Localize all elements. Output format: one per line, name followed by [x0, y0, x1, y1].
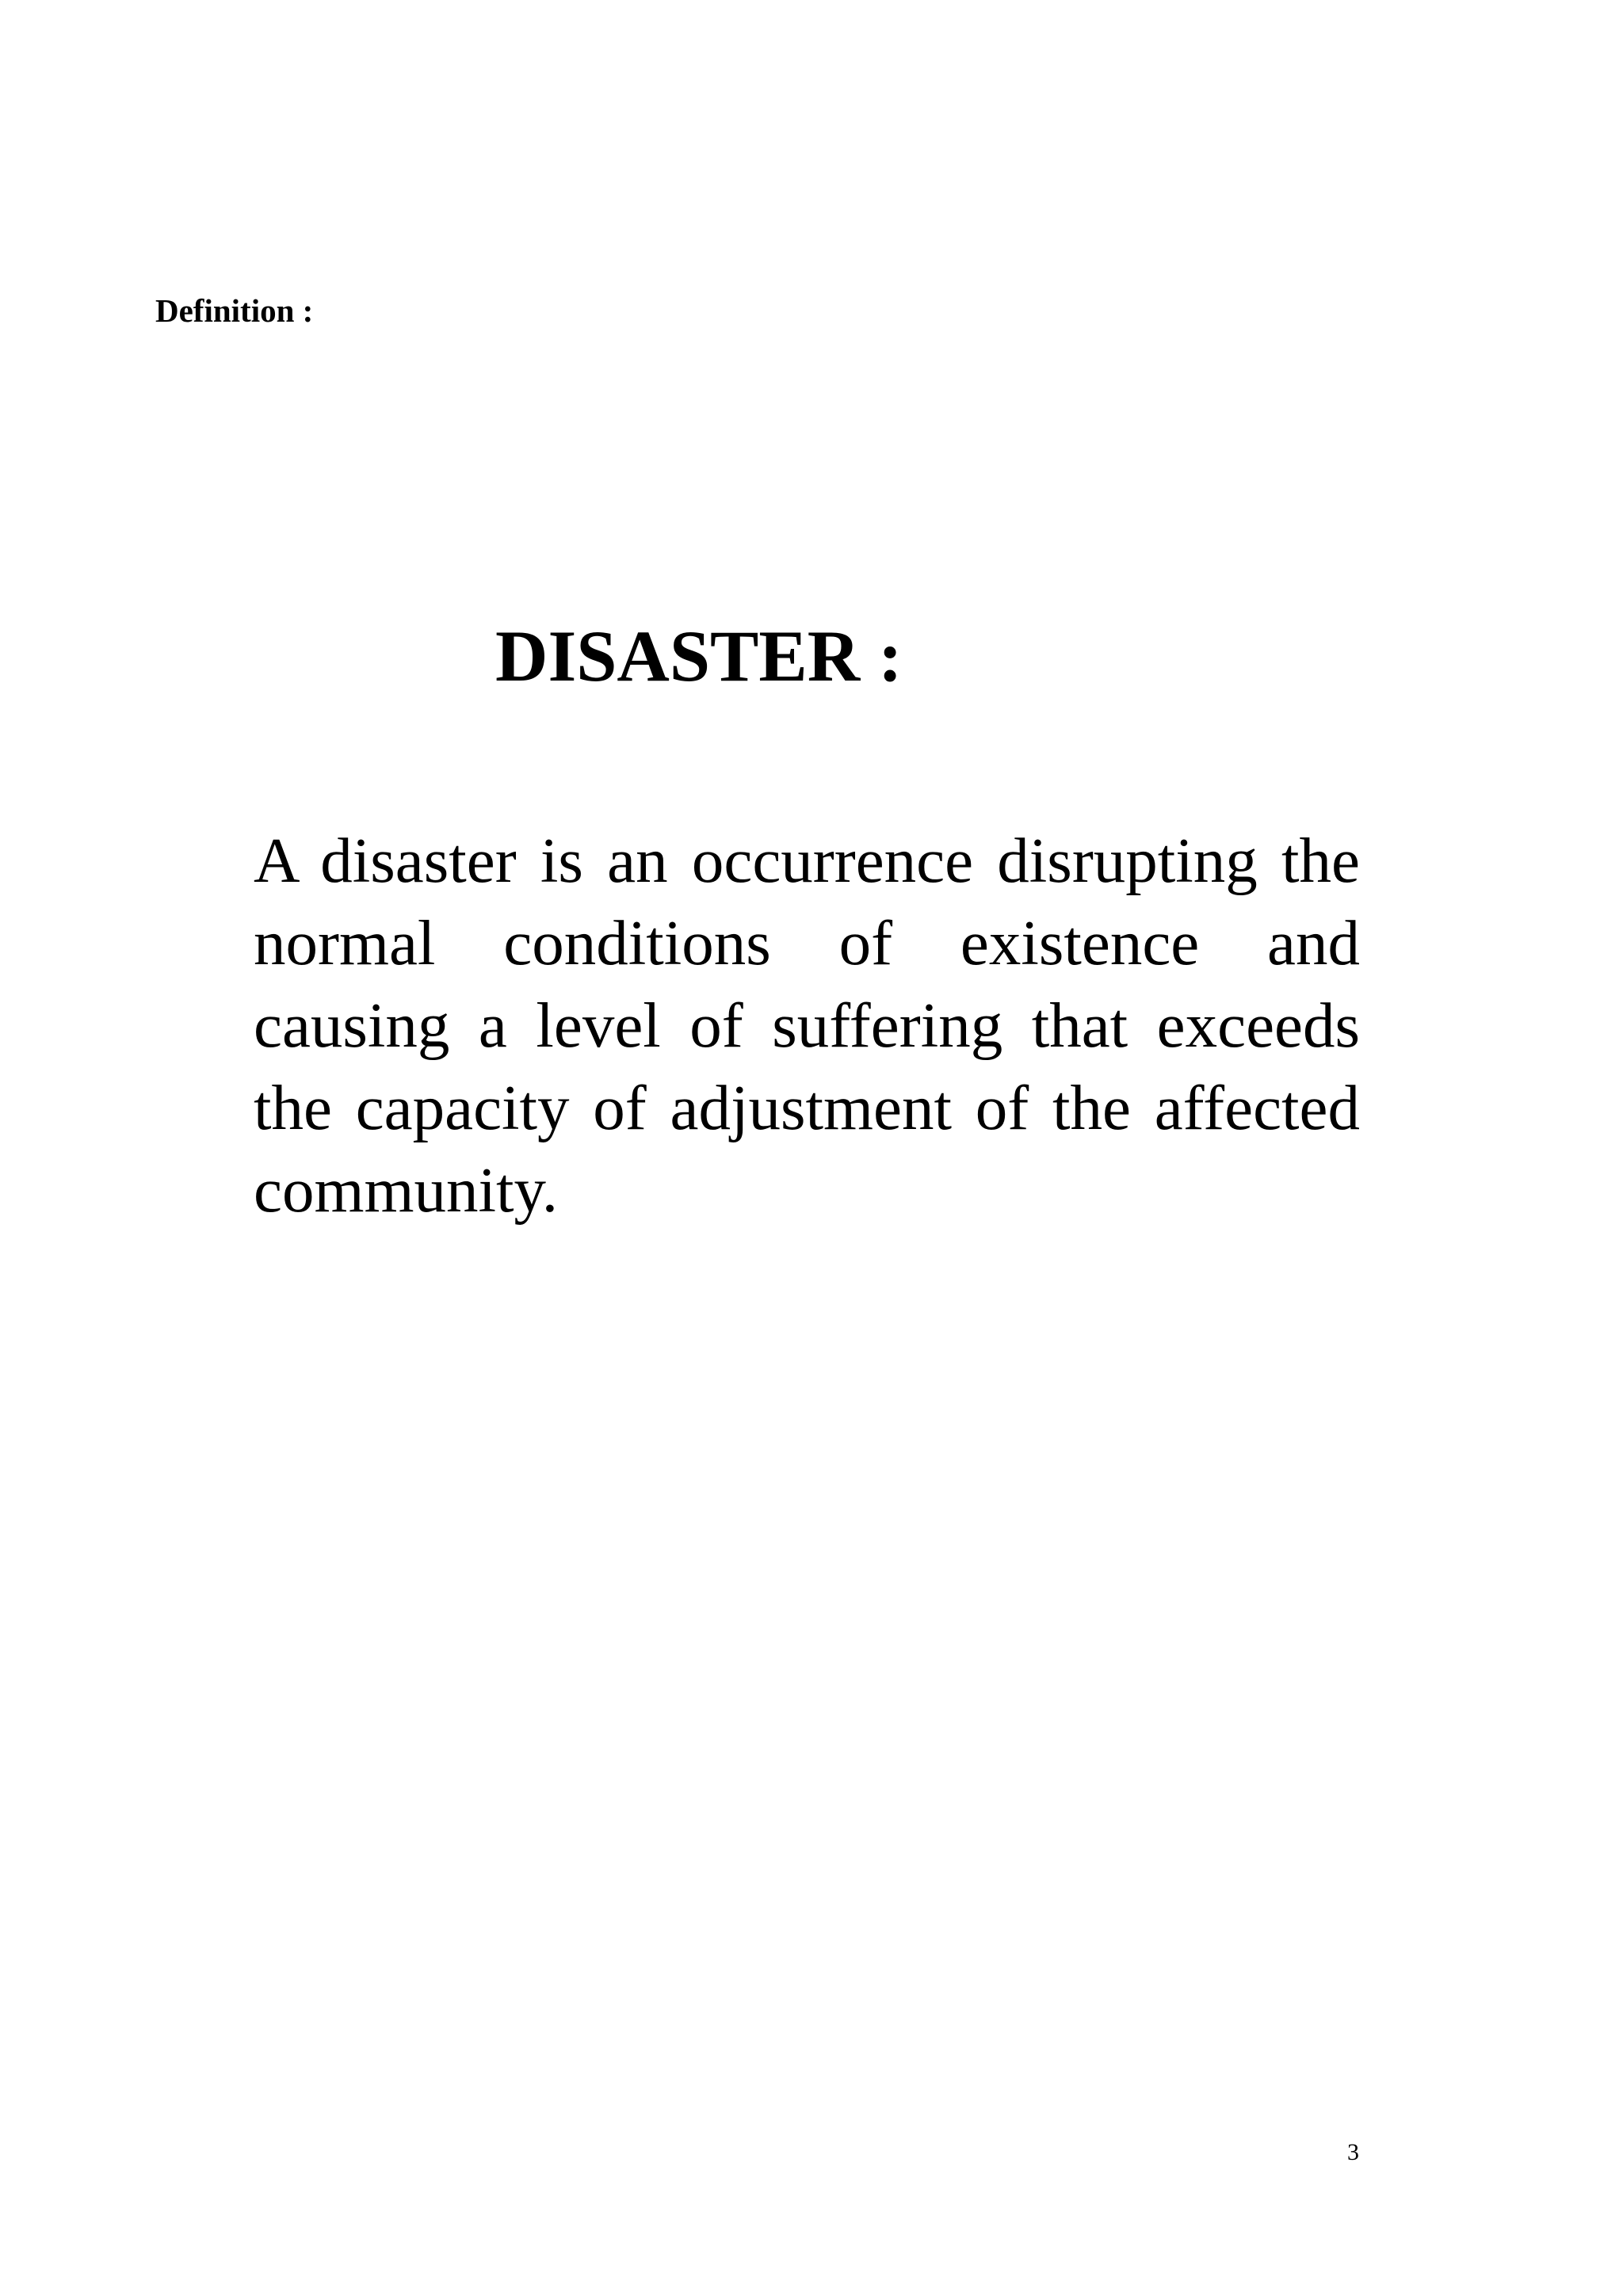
page-number: 3 [1347, 2139, 1359, 2165]
page-heading: DISASTER : [495, 616, 903, 696]
section-label: Definition : [155, 292, 314, 329]
definition-paragraph: A disaster is an occurrence disrupting the normal conditions of existence and causing a level of suffering that exceeds the capacity of adjustment of the affected community. [254, 825, 1360, 1226]
